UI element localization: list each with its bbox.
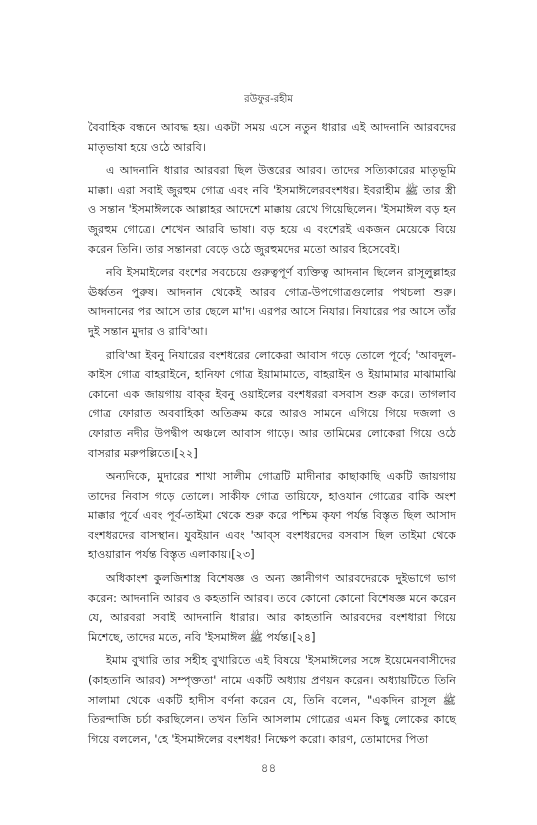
paragraph: এ আদনানি ধারার আরবরা ছিল উত্তরের আরব। তাদের সত্যিকারের মাতৃভূমি মাক্কা। এরা সবাই জুরহুম গোত্র এবং নবি 'ইসমাঈলেরবংশধর। ইবরাহীম ﷺ তার স্ত্রী ও সন্তান 'ইসমাঈলকে আল্লাহর আদেশে মাক্কায় রেখে গিয়েছিলেন। 'ইসমাঈল বড় হন জুরহুম গোত্রে। শেখেন আরবি ভাষা। বড় হয়ে এ বংশেরই একজন মেয়েকে বিয়ে করেন তিনি। তার সন্তানরা বেড়ে ওঠে জুরহুমদের মতো আরব হিসেবেই। [88,164,457,256]
body-text [88,118,456,753]
paragraph: নবি ইসমাইলের বংশের সবচেয়ে গুরুত্বপূর্ণ ব্যক্তিত্ব আদনান ছিলেন রাসূলুল্লাহর ঊর্ধ্বতন পুরুষ। আদনান থেকেই আরব গোত্র-উপগোত্রগুলোর পথচলা শুরু। আদনানের পর আসে তার ছেলে মা'দ। এরপর আসে নিযার। নিযারের পর আসে তাঁর দুই সন্তান মুদার ও রাবি'আ। [88,266,456,338]
paragraph: ইমাম বুখারি তার সহীহ বুখারিতে এই বিষয়ে 'ইসমাঈলের সঙ্গে ইয়েমেনবাসীদের (কাহতানি আরব) সম্পৃক্ততা' নামে একটি অধ্যায় প্রণয়ন করেন। অধ্যায়টিতে তিনি সালামা থেকে একটি হাদীস বর্ণনা করেন যে, তিনি বলেন, "একদিন রাসূল ﷺ তিরন্দাজি চর্চা করছিলেন। তখন তিনি আসলাম গোত্রের এমন কিছু লোকের কাছে গিয়ে বললেন, 'হে 'ইসমাঈলের বংশধর! নিক্ষেপ করো। কারণ, তোমাদের পিতা [88,654,456,746]
paragraph: অধিকাংশ কুলজিশাস্ত্র বিশেষজ্ঞ ও অন্য জ্ঞানীগণ আরবদেরকে দুইভাগে ভাগ করেন: আদনানি আরব ও কহতানি আরব। তবে কোনো কোনো বিশেষজ্ঞ মনে করেন যে, আরবরা সবাই আদনানি ধারার। আর কাহতানি আরবদের বংশধারা গিয়ে মিশেছে, তাদের মতে, নবি 'ইসমাঈল ﷺ পর্যন্ত।[২৪] [88,572,456,644]
paragraph: রাবি'আ ইবনু নিযারের বংশধরের লোকেরা আবাস গড়ে তোলে পূর্বে; 'আবদুল-কাইস গোত্র বাহরাইনে, হানিফা গোত্র ইয়ামামাতে, বাহরাইন ও ইয়ামামার মাঝামাঝি কোনো এক জায়গায় বাক্‌র ইবনু ওয়াইলের বংশধররা বসবাস শুরু করে। তাগলাব গোত্র ফোরাত অববাহিকা অতিক্রম করে আরও সামনে এগিয়ে গিয়ে দজলা ও ফোরাত নদীর উপদ্বীপ অঞ্চলে আবাস গাড়ে। আর তামিমের লোকেরা গিয়ে ওঠে বাসরার মরুপল্লিতে।[২২] [88,348,456,460]
paragraph: বৈবাহিক বন্ধনে আবদ্ধ হয়। একটা সময় এসে নতুন ধারার এই আদনানি আরবদের মাতৃভাষা হয়ে ওঠে আরবি। [88,121,456,154]
running-head: রউফুর-রহীম [244,94,293,105]
paragraph: অন্যদিকে, মুদারের শাখা সালীম গোত্রটি মাদীনার কাছাকাছি একটি জায়গায় তাদের নিবাস গড়ে তোলে। সাকীফ গোত্র তায়িফে, হাওযান গোত্রের বাকি অংশ মাক্কার পূর্বে এবং পূর্ব-তাইমা থেকে শুরু করে পশ্চিম কৃফা পর্যন্ত বিস্তৃত ছিল আসাদ বংশধরদের বাসস্থান। যুবইয়ান এবং 'আব্‌স বংশধরদের বসবাস ছিল তাইমা থেকে হাওয়ারান পর্যন্ত বিস্তৃত এলাকায়।[২৩] [88,470,456,562]
page-number: ৪৪ [260,761,277,775]
